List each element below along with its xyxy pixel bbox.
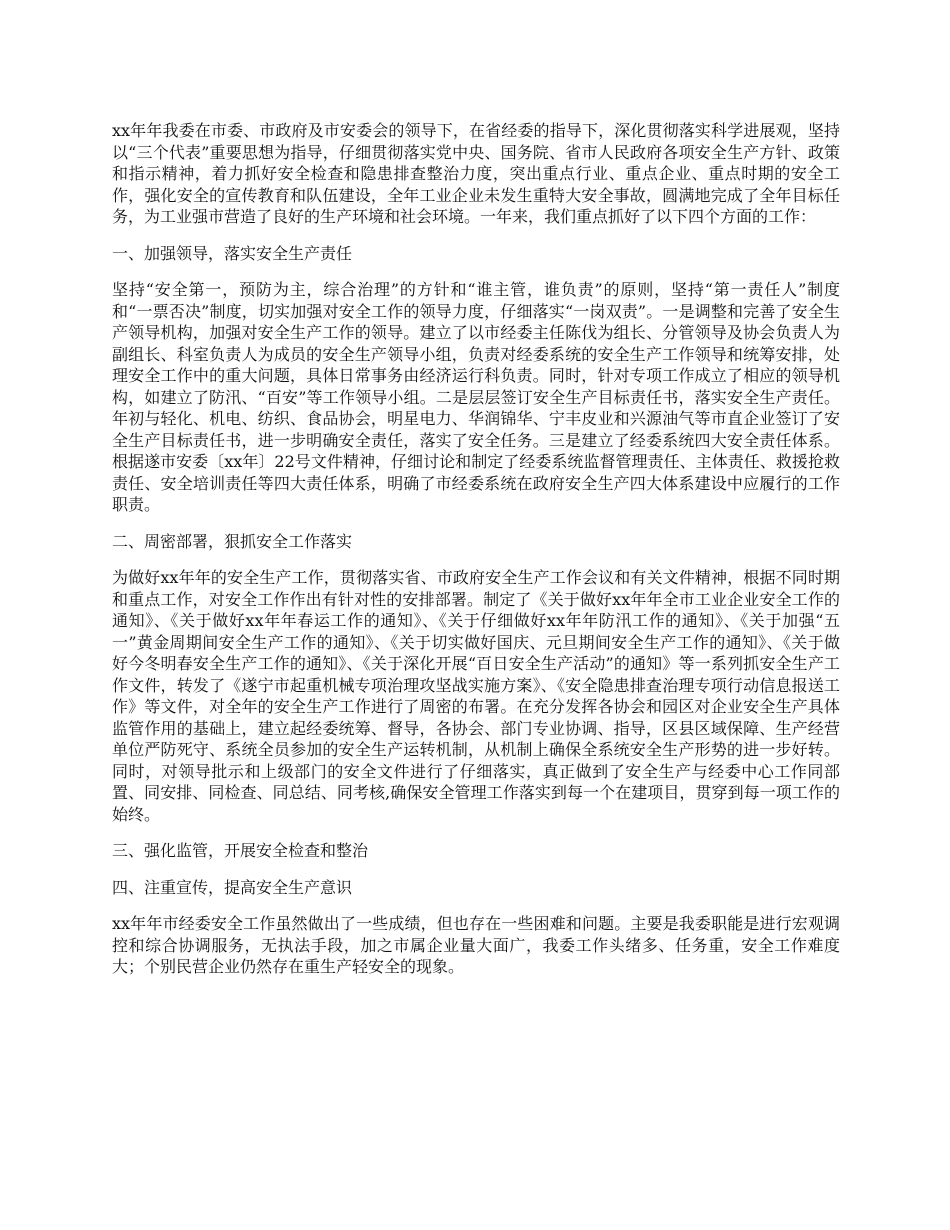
section-heading-1: 一、加强领导，落实安全生产责任 [112,243,353,263]
section-heading-4: 四、注重宣传，提高安全生产意识 [112,877,353,897]
section-2-paragraph: 为做好xx年年的安全生产工作，贯彻落实省、市政府安全生产工作会议和有关文件精神，根据不同时期和重点工作，对安全工作作出有针对性的安排部署。制定了《关于做好xx年年全市工业企业安全工作的通知》、《关于做好xx年年春运工作的通知》、《关于仔细做好xx年年防汛工作的通知》、《关于加强“五一”黄金周期间安全生产工作的通知》、《关于切实做好国庆、元旦期间安全生产工作的通知》、《关于做好今冬明春安全生产工作的通知》、《关于深化开展“百日安全生产活动”的通知》等一系列抓安全生产工作文件，转发了《遂宁市起重机械专项治理攻坚战实施方案》、《安全隐患排查治理专项行动信息报送工作》等文件，对全年的安全生产工作进行了周密的布署。在充分发挥各协会和园区对企业安全生产具体监管作用的基础上，建立起经委统筹、督导，各协会、部门专业协调、指导，区县区域保障、生产经营单位严防死守、系统全员参加的安全生产运转机制，从机制上确保全系统安全生产形势的进一步好转。同时，对领导批示和上级部门的安全文件进行了仔细落实，真正做到了安全生产与经委中心工作同部置、同安排、同检查、同总结、同考核,确保安全管理工作落实到每一个在建项目，贯穿到每一项工作的始终。 [112,568,840,824]
closing-paragraph: xx年年市经委安全工作虽然做出了一些成绩，但也存在一些困难和问题。主要是我委职能是进行宏观调控和综合协调服务，无执法手段，加之市属企业量大面广，我委工作头绪多、任务重，安全工作难度大；个别民营企业仍然存在重生产轻安全的现象。 [112,914,840,976]
section-heading-2: 二、周密部署，狠抓安全工作落实 [112,531,353,551]
document-page [112,120,840,993]
intro-paragraph: xx年年我委在市委、市政府及市安委会的领导下，在省经委的指导下，深化贯彻落实科学进展观，坚持以“三个代表”重要思想为指导，仔细贯彻落实党中央、国务院、省市人民政府各项安全生产方针、政策和指示精神，着力抓好安全检查和隐患排查整治力度，突出重点行业、重点企业、重点时期的安全工作，强化安全的宣传教育和队伍建设，全年工业企业未发生重特大安全事故，圆满地完成了全年目标任务，为工业强市营造了良好的生产环境和社会环境。一年来，我们重点抓好了以下四个方面的工作： [112,121,840,226]
section-heading-3: 三、强化监管，开展安全检查和整治 [112,841,369,860]
section-1-paragraph: 坚持“安全第一，预防为主，综合治理”的方针和“谁主管，谁负责”的原则，坚持“第一责任人”制度和“一票否决”制度，切实加强对安全工作的领导力度，仔细落实“一岗双责”。一是调整和完善了安全生产领导机构，加强对安全生产工作的领导。建立了以市经委主任陈伐为组长、分管领导及协会负责人为副组长、科室负责人为成员的安全生产领导小组，负责对经委系统的安全生产工作领导和统筹安排，处理安全工作中的重大问题，具体日常事务由经济运行科负责。同时，针对专项工作成立了相应的领导机构，如建立了防汛、“百安”等工作领导小组。二是层层签订安全生产目标责任书，落实安全生产责任。年初与轻化、机电、纺织、食品协会，明星电力、华润锦华、宁丰皮业和兴源油气等市直企业签订了安全生产目标责任书，进一步明确安全责任，落实了安全任务。三是建立了经委系统四大安全责任体系。根据遂市安委〔xx年〕22号文件精神，仔细讨论和制定了经委系统监督管理责任、主体责任、救援抢救责任、安全培训责任等四大责任体系，明确了市经委系统在政府安全生产四大体系建设中应履行的工作职责。 [112,280,840,514]
